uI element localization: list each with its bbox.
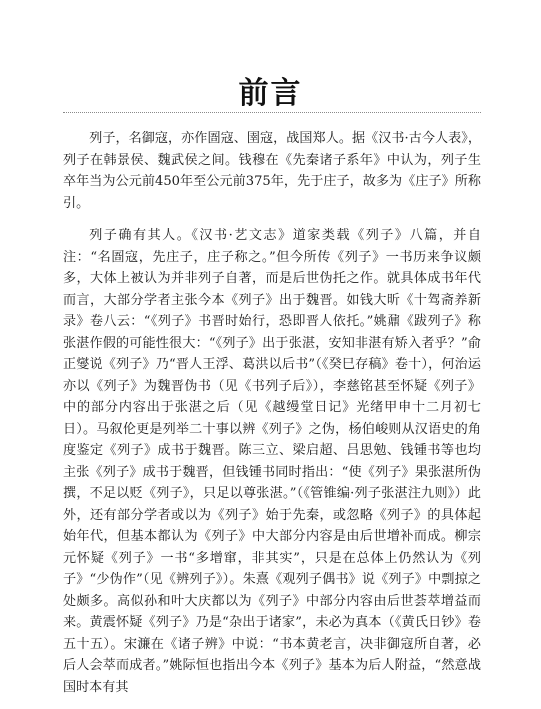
paragraph: 列子确有其人。《汉书·艺文志》道家类载《列子》八篇，并自注：“名圄寇，先庄子，庄子称之。”但今所传《列子》一书历来争议颇多，大体上被认为并非列子自著，而是后世伪托之作。就具体成书年代而言，大部分学者主张今本《列子》出于魏晋。如钱大昕《十驾斋养新录》卷八云：“《列子》书晋时始行，恐即晋人依托。”姚鼐《跋列子》称张湛作假的可能性很大：“《列子》出于张湛，安知非湛有矫入者乎？”俞正燮说《列子》乃“晋人王浮、葛洪以后书”（《癸巳存稿》卷十），何治运亦以《列子》为魏晋伪书（见《书列子后》），李慈铭甚至怀疑《列子》中的部分内容出于张湛之后（见《越缦堂日记》光绪甲申十二月初七日）。马叙伦更是列举二十事以辨《列子》之伪，杨伯峻则从汉语史的角度鉴定《列子》成书于魏晋。陈三立、梁启超、吕思勉、钱锺书等也均主张《列子》成书于魏晋，但钱锺书同时指出：“使《列子》果张湛所伪撰，不足以贬《列子》，只足以尊张湛。”（《管锥编·列子张湛注九则》）此外，还有部分学者或以为《列子》始于先秦，或忽略《列子》的具体起始年代，但基本都认为《列子》中大部分内容是由后世增补而成。柳宗元怀疑《列子》一书“多增窜，非其实”，只是在总体上仍然认为《列子》“少伪作”（见《辨列子》）。朱熹《观列子偶书》说《列子》中剽掠之处颇多。高似孙和叶大庆都以为《列子》中部分内容由后世荟萃增益而来。黄震怀疑《列子》乃是“杂出于诸家”，未必为真本（《黄氏日钞》卷五十五）。宋濂在《诸子辨》中说：“书本黄老言，决非御寇所自著，必后人会萃而成者。”姚际恒也指出今本《列子》基本为后人附益，“然意战国时本有其: [63, 228, 481, 695]
page-title: 前言: [238, 76, 303, 111]
title-divider: [63, 112, 481, 113]
document-body: [63, 128, 481, 709]
paragraph: 列子，名御寇，亦作圄寇、圉寇，战国郑人。据《汉书·古今人表》，列子在韩景侯、魏武侯之间。钱穆在《先秦诸子系年》中认为，列子生卒年当为公元前450年至公元前375年，先于庄子，故多为《庄子》所称引。: [63, 131, 481, 211]
